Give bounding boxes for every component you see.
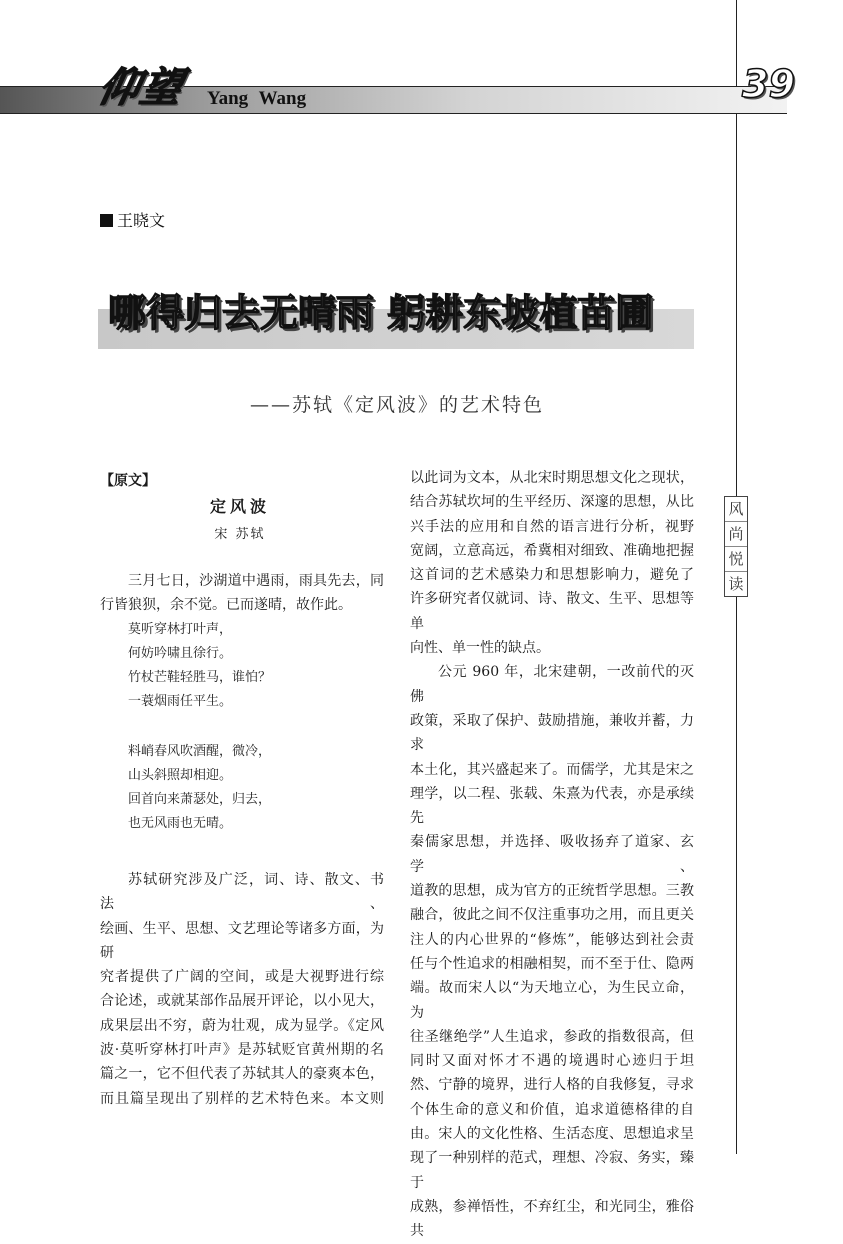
- body-line: 公元 960 年，北宋建朝，一改前代的灭佛: [410, 664, 694, 705]
- section-tag: 【原文】: [100, 473, 156, 489]
- body-line: 合论述，或就某部作品展开评论，以小见大，: [100, 993, 384, 1010]
- body-line: 绘画、生平、思想、文艺理论等诸多方面，为研: [100, 920, 384, 961]
- body-line: 向性、单一性的缺点。: [410, 640, 550, 657]
- verse-line: 料峭春风吹酒醒，微冷，: [128, 744, 272, 759]
- body-line: 篇之一，它不但代表了苏轼其人的豪爽本色，: [100, 1066, 384, 1083]
- body-line: 成果层出不穷，蔚为壮观，成为显学。《定风: [100, 1017, 384, 1034]
- verse-line: 何妨吟啸且徐行。: [128, 646, 233, 661]
- body-line: 然、宁静的境界，进行人格的自我修复，寻求: [410, 1077, 694, 1094]
- body-line: 由。宋人的文化性格、生活态度、思想追求呈: [410, 1126, 694, 1143]
- body-line: 兴手法的应用和自然的语言进行分析，视野: [410, 518, 694, 535]
- body-line: 许多研究者仅就词、诗、散文、生平、思想等单: [410, 591, 694, 632]
- body-line: 往圣继绝学”人生追求，参政的指数很高，但: [410, 1028, 694, 1045]
- body-line: 端。故而宋人以“为天地立心，为生民立命，为: [410, 980, 694, 1021]
- body-line: 波·莫听穿林打叶声》是苏轼贬官黄州期的名: [100, 1042, 384, 1059]
- body-line: 道教的思想，成为官方的正统哲学思想。三教: [410, 883, 694, 900]
- body-line: 融合，彼此之间不仅注重事功之用，而且更关: [410, 907, 694, 924]
- body-line: 以此词为文本，从北宋时期思想文化之现状，: [410, 470, 694, 486]
- column-logo: 仰望: [94, 65, 189, 111]
- verse-line: 也无风雨也无晴。: [128, 816, 233, 831]
- author-line: [100, 208, 165, 231]
- verse-line: 竹杖芒鞋轻胜马，谁怕？: [128, 670, 272, 685]
- body-line: 究者提供了广阔的空间，或是大视野进行综: [100, 969, 384, 986]
- page-number: 39: [742, 62, 795, 106]
- body-line: 同时又面对怀才不遇的境遇时心迹归于坦: [410, 1053, 694, 1070]
- preface-text: 三月七日，沙湖道中遇雨，雨具先去，同行皆狼狈，余不觉。已而遂晴，故作此。: [100, 573, 384, 613]
- article-title: 哪得归去无晴雨 躬耕东坡植苗圃: [108, 291, 654, 335]
- body-line: 成熟，参禅悟性，不弃红尘，和光同尘，雅俗共: [410, 1198, 694, 1240]
- body-line: 结合苏轼坎坷的生平经历、深邃的思想，从比: [410, 494, 694, 511]
- body-line: 现了一种别样的范式，理想、冷寂、务实，臻于: [410, 1150, 694, 1191]
- body-line: 个体生命的意义和价值，追求道德格律的自: [410, 1101, 694, 1118]
- verse-line: 回首向来萧瑟处，归去，: [128, 792, 272, 807]
- body-line: 任与个性追求的相融相契，而不至于仕、隐两: [410, 955, 694, 972]
- stanza-2: [128, 740, 271, 836]
- body-line: 理学，以二程、张载、朱熹为代表，亦是承续先: [410, 785, 694, 827]
- body-line: 这首词的艺术感染力和思想影响力，避免了: [410, 567, 694, 584]
- right-body: [410, 466, 694, 1244]
- body-line: 而且篇呈现出了别样的艺术特色来。本文则: [100, 1090, 384, 1107]
- author-name: 王晓文: [117, 211, 166, 230]
- body-line: 政策，采取了保护、鼓励措施，兼收并蓄，力求: [410, 712, 694, 754]
- square-bullet-icon: [100, 214, 113, 227]
- poem-preface: [100, 569, 384, 617]
- poem-title: 定风波: [209, 497, 270, 516]
- verse-line: 一蓑烟雨任平生。: [128, 694, 233, 709]
- left-body-paragraph: [100, 868, 384, 1111]
- verse-line: 莫听穿林打叶声，: [128, 622, 233, 637]
- column-subtitle: Yang Wang: [207, 88, 307, 109]
- side-tab-char: 风: [725, 497, 747, 522]
- body-line: 注人的内心世界的“修炼”，能够达到社会责: [410, 931, 694, 948]
- body-line: 秦儒家思想，并选择、吸收扬弃了道家、玄学、: [410, 834, 694, 875]
- article-subtitle: ——苏轼《定风波》的艺术特色: [250, 394, 545, 416]
- body-line: 本土化，其兴盛起来了。而儒学，尤其是宋之: [410, 761, 694, 778]
- side-tab-char: 悦: [725, 547, 747, 572]
- side-tab-char: 尚: [725, 522, 747, 547]
- side-tab: [724, 496, 748, 597]
- side-tab-char: 读: [728, 575, 744, 593]
- stanza-1: [128, 618, 271, 714]
- poem-author: 宋 苏轼: [214, 527, 266, 542]
- body-line: 苏轼研究涉及广泛，词、诗、散文、书法、: [100, 872, 384, 913]
- verse-line: 山头斜照却相迎。: [128, 768, 233, 783]
- body-line: 宽阔，立意高远，希冀相对细致、准确地把握: [410, 542, 694, 559]
